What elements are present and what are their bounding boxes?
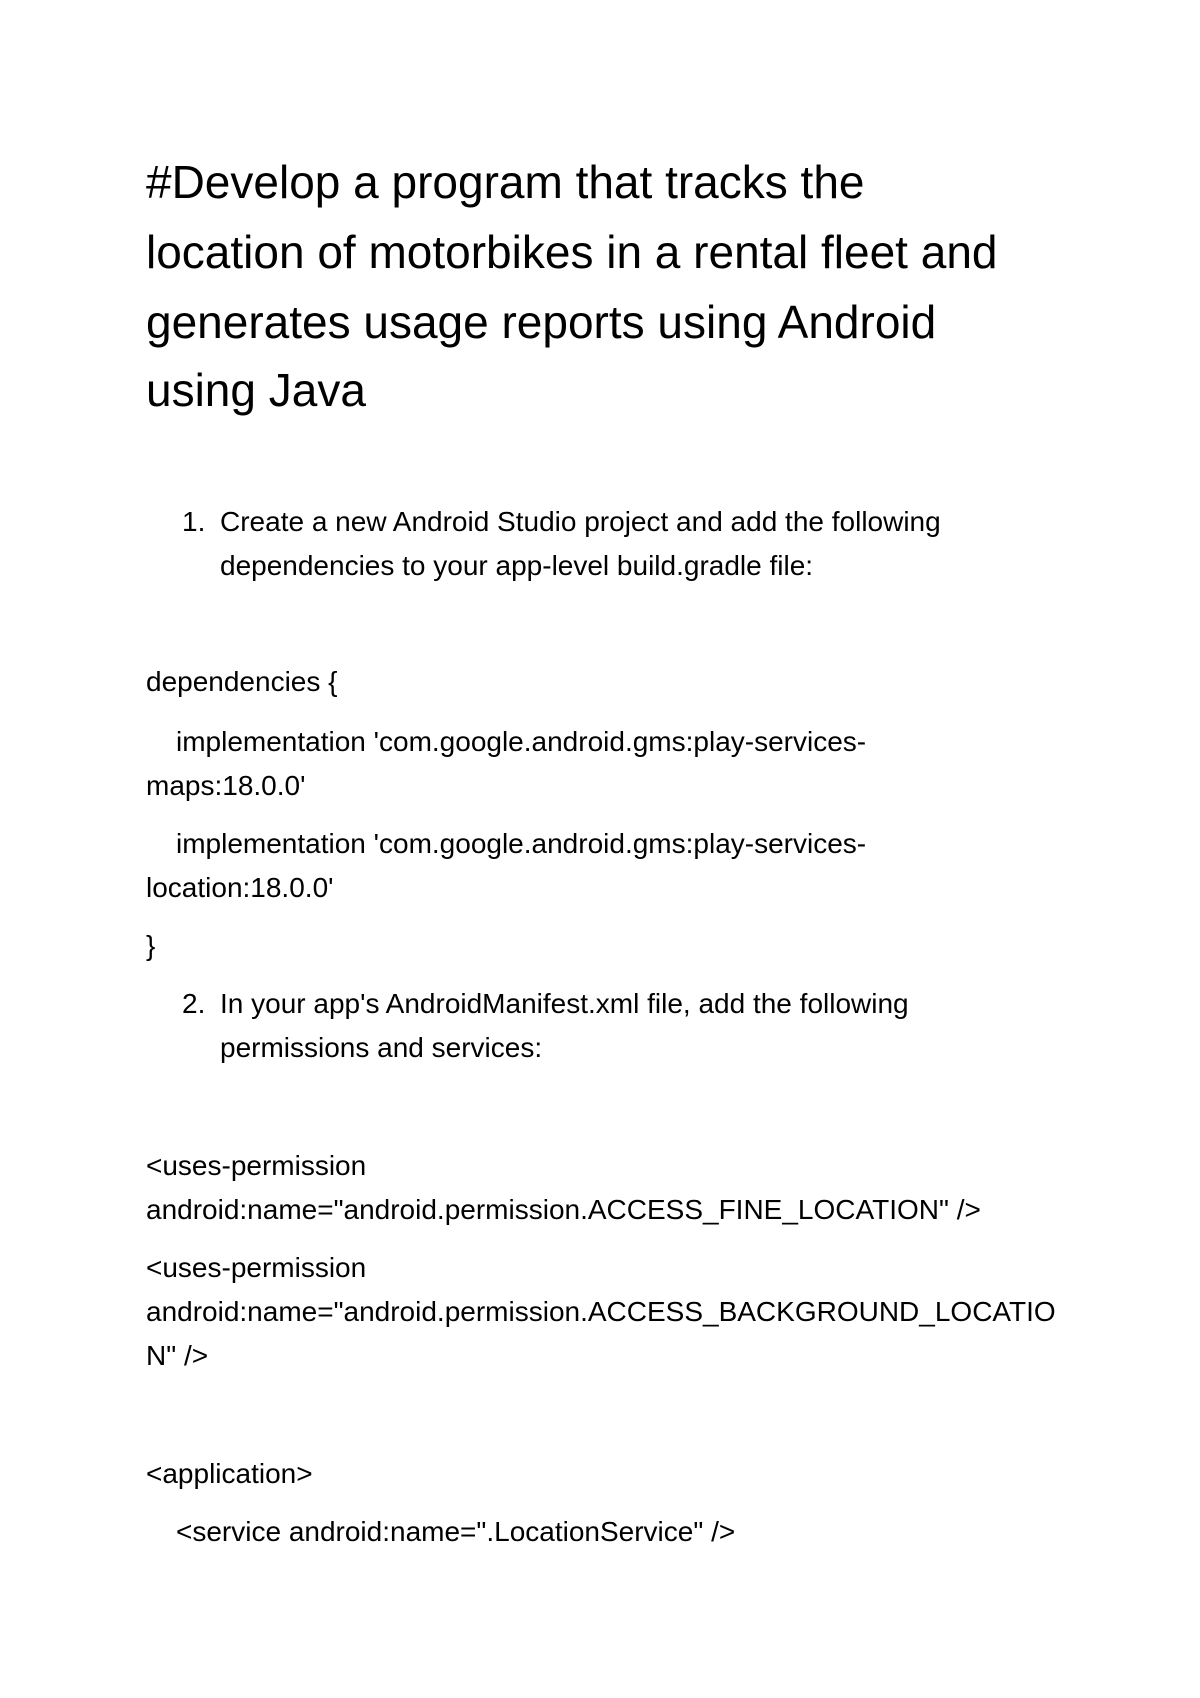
code-line: location:18.0.0' <box>146 872 334 903</box>
title-line: #Develop a program that tracks the <box>146 156 865 208</box>
step-text: permissions and services: <box>220 1032 543 1063</box>
code-line: <application> <box>146 1458 313 1489</box>
title-line: generates usage reports using Android <box>146 296 937 348</box>
step-text: dependencies to your app-level build.gradle file: <box>220 550 814 581</box>
code-line: } <box>146 930 156 961</box>
step-text: Create a new Android Studio project and add the following <box>220 506 941 537</box>
code-line: implementation 'com.google.android.gms:play-services- <box>176 726 867 757</box>
code-line: N" /> <box>146 1340 209 1371</box>
code-line: maps:18.0.0' <box>146 770 306 801</box>
code-line: android:name="android.permission.ACCESS_BACKGROUND_LOCATIO <box>146 1296 1056 1327</box>
title-line: using Java <box>146 364 366 416</box>
code-line: <uses-permission <box>146 1252 367 1283</box>
code-line: dependencies { <box>146 666 338 697</box>
code-line: android:name="android.permission.ACCESS_FINE_LOCATION" /> <box>146 1194 981 1225</box>
code-line: <uses-permission <box>146 1150 367 1181</box>
title-line: location of motorbikes in a rental fleet and <box>146 226 998 278</box>
code-line: implementation 'com.google.android.gms:play-services- <box>176 828 867 859</box>
step-number: 1. <box>182 506 206 537</box>
code-line: <service android:name=".LocationService" /> <box>176 1516 736 1547</box>
step-text: In your app's AndroidManifest.xml file, add the following <box>220 988 909 1019</box>
step-number: 2. <box>182 988 206 1019</box>
